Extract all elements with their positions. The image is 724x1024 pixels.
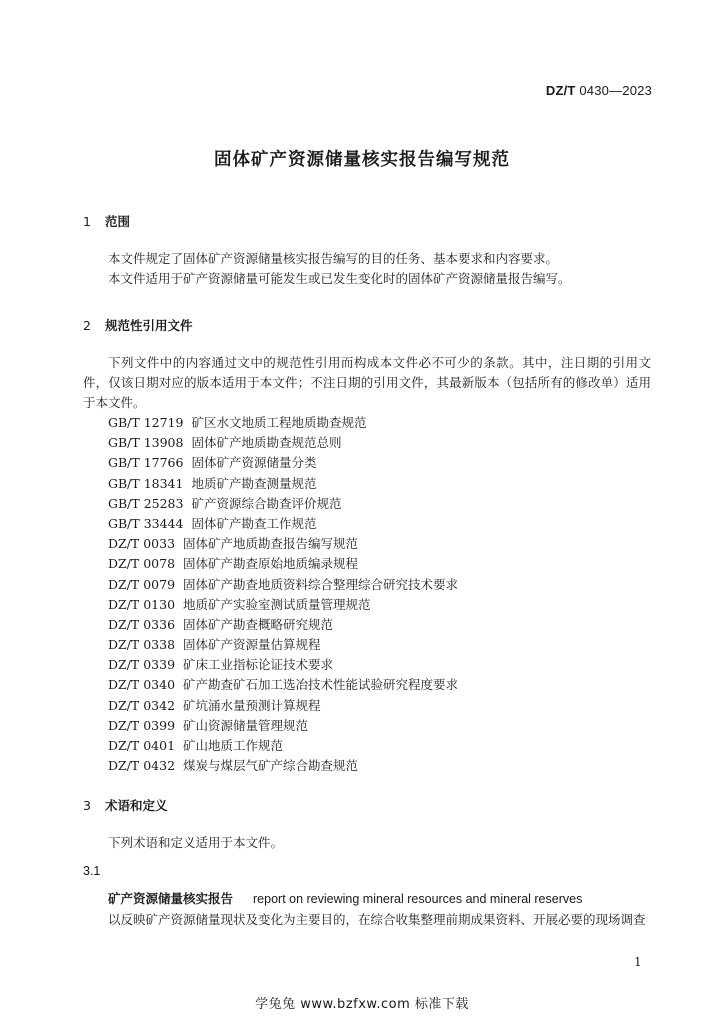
reference-item xyxy=(108,514,458,534)
term-english: report on reviewing mineral resources and mineral reserves xyxy=(253,892,583,906)
reference-item xyxy=(108,696,458,716)
term-chinese: 矿产资源储量核实报告 xyxy=(108,891,234,906)
reference-title: 地质矿产实验室测试质量管理规范 xyxy=(183,596,371,612)
section-title: 规范性引用文件 xyxy=(105,318,193,333)
section-title: 范围 xyxy=(105,214,131,229)
reference-item xyxy=(108,433,458,453)
reference-title: 地质矿产勘查测量规范 xyxy=(191,475,317,491)
reference-item xyxy=(108,494,458,514)
reference-item xyxy=(108,655,458,675)
reference-item xyxy=(108,615,458,635)
reference-item xyxy=(108,474,458,494)
reference-item xyxy=(108,413,458,433)
reference-title: 矿产勘查矿石加工选冶技术性能试验研究程度要求 xyxy=(183,677,459,693)
reference-code: DZ/T 0342 xyxy=(108,697,176,713)
reference-code: DZ/T 0078 xyxy=(108,556,176,572)
section-3-heading xyxy=(83,796,168,814)
term-definition: 以反映矿产资源储量现状及变化为主要目的，在综合收集整理前期成果资料、开展必要的现场调查 xyxy=(108,912,646,927)
reference-title: 固体矿产资源储量分类 xyxy=(191,455,317,471)
reference-code: GB/T 17766 xyxy=(108,455,184,471)
standard-number: 0430—2023 xyxy=(579,83,652,98)
term-entry xyxy=(108,889,582,907)
reference-code: GB/T 18341 xyxy=(108,475,184,491)
document-title: 固体矿产资源储量核实报告编写规范 xyxy=(214,150,510,170)
reference-item xyxy=(108,675,458,695)
reference-code: DZ/T 0401 xyxy=(108,738,176,753)
reference-item xyxy=(108,575,458,595)
reference-code: DZ/T 0399 xyxy=(108,717,176,733)
reference-title: 固体矿产地质勘查报告编写规范 xyxy=(183,536,359,552)
reference-code: GB/T 33444 xyxy=(108,515,184,531)
reference-code: DZ/T 0079 xyxy=(108,576,176,592)
reference-item xyxy=(108,453,458,473)
standard-prefix: DZ/T xyxy=(545,83,576,98)
reference-title: 矿床工业指标论证技术要求 xyxy=(183,657,334,673)
section-2-heading xyxy=(83,316,193,334)
reference-title: 矿区水文地质工程地质勘查规范 xyxy=(191,415,367,430)
footer-watermark: 学兔兔 www.bzfxw.com 标准下载 xyxy=(255,997,469,1012)
page-number: 1 xyxy=(634,955,642,969)
reference-code: DZ/T 0033 xyxy=(108,536,176,552)
section-number: 1 xyxy=(83,214,91,229)
reference-code: DZ/T 0130 xyxy=(108,596,176,612)
reference-code: DZ/T 0340 xyxy=(108,677,176,693)
reference-title: 矿山资源储量管理规范 xyxy=(183,717,309,733)
section-title: 术语和定义 xyxy=(105,798,168,813)
reference-code: GB/T 13908 xyxy=(108,435,184,451)
scope-paragraph-2: 本文件适用于矿产资源储量可能发生或已发生变化时的固体矿产资源储量报告编写。 xyxy=(108,271,571,286)
reference-item xyxy=(108,595,458,615)
reference-code: DZ/T 0338 xyxy=(108,637,176,653)
standard-code xyxy=(546,83,652,98)
reference-code: GB/T 12719 xyxy=(108,415,184,430)
reference-item xyxy=(108,716,458,736)
section-1-heading xyxy=(83,212,130,230)
subsection-number: 3.1 xyxy=(83,864,101,878)
reference-item xyxy=(108,554,458,574)
reference-title: 固体矿产勘查原始地质编录规程 xyxy=(183,556,359,572)
reference-item xyxy=(108,736,458,756)
reference-title: 矿坑涌水量预测计算规程 xyxy=(183,697,321,713)
reference-item xyxy=(108,534,458,554)
reference-item xyxy=(108,635,458,655)
normative-reference-list xyxy=(108,413,458,776)
scope-paragraph-1: 本文件规定了固体矿产资源储量核实报告编写的目的任务、基本要求和内容要求。 xyxy=(108,251,559,266)
reference-title: 固体矿产地质勘查规范总则 xyxy=(191,435,342,451)
reference-code: GB/T 25283 xyxy=(108,495,184,511)
reference-code: DZ/T 0339 xyxy=(108,657,176,673)
reference-item xyxy=(108,756,458,776)
reference-title: 矿山地质工作规范 xyxy=(183,738,284,753)
reference-title: 矿产资源综合勘查评价规范 xyxy=(191,495,342,511)
reference-title: 固体矿产勘查工作规范 xyxy=(191,515,317,531)
references-intro-paragraph: 下列文件中的内容通过文中的规范性引用而构成本文件必不可少的条款。其中，注日期的引用文件，仅该日期对应的版本适用于本文件；不注日期的引用文件，其最新版本（包括所有的修改单）适用于本文件。 xyxy=(83,355,651,410)
reference-title: 固体矿产资源量估算规程 xyxy=(183,637,321,653)
reference-title: 固体矿产勘查概略研究规范 xyxy=(183,616,334,632)
section-number: 2 xyxy=(83,318,91,333)
terms-intro-paragraph: 下列术语和定义适用于本文件。 xyxy=(108,835,284,850)
reference-title: 固体矿产勘查地质资料综合整理综合研究技术要求 xyxy=(183,576,459,592)
reference-code: DZ/T 0336 xyxy=(108,616,176,632)
reference-title: 煤炭与煤层气矿产综合勘查规范 xyxy=(183,758,359,774)
reference-code: DZ/T 0432 xyxy=(108,758,176,774)
section-number: 3 xyxy=(83,798,91,813)
